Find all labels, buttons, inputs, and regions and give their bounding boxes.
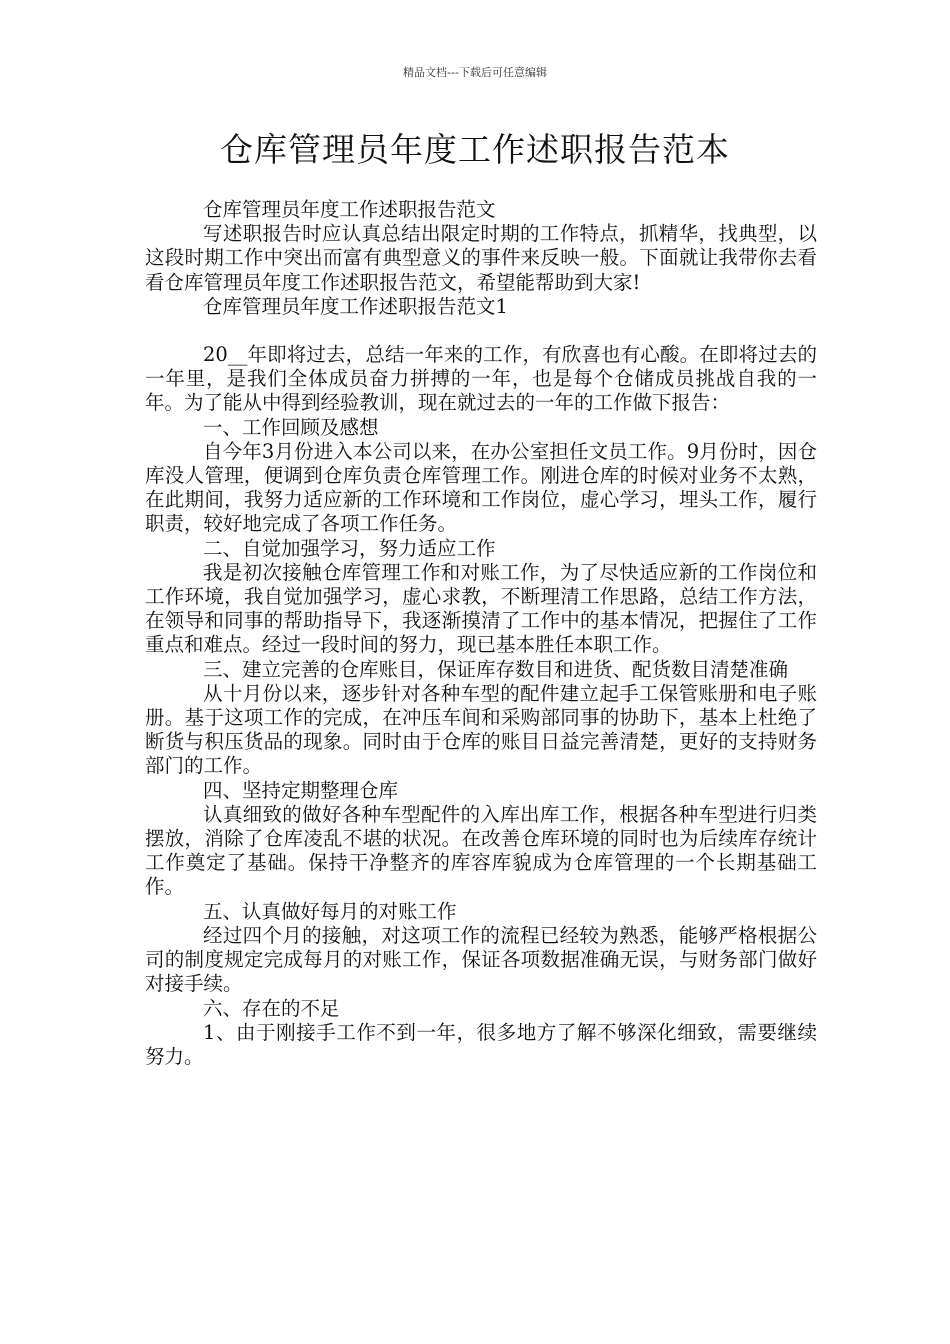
paragraph-1: 自今年3月份进入本公司以来，在办公室担任文员工作。9月份时，因仓库没人管理，便调到仓库负责仓库管理工作。刚进仓库的时候对业务不太熟，在此期间，我努力适应新的工作环境和工作岗位，虚心学习，埋头工作，履行职责，较好地完成了各项工作任务。 (145, 439, 817, 536)
document-body (145, 198, 817, 1069)
paragraph-6: 1、由于刚接手工作不到一年，很多地方了解不够深化细致，需要继续努力。 (145, 1020, 817, 1068)
paragraph-opening: 20__年即将过去，总结一年来的工作，有欣喜也有心酸。在即将过去的一年里，是我们全体成员奋力拼搏的一年，也是每个仓储成员挑战自我的一年。为了能从中得到经验教训，现在就过去的一年的工作做下报告： (145, 343, 817, 415)
heading-5: 五、认真做好每月的对账工作 (203, 899, 457, 923)
paragraph-subtitle: 仓库管理员年度工作述职报告范文 (203, 198, 496, 221)
document-title: 仓库管理员年度工作述职报告范本 (220, 130, 730, 169)
paragraph-3: 从十月份以来，逐步针对各种车型的配件建立起手工保管账册和电子账册。基于这项工作的完成，在冲压车间和采购部同事的协助下，基本上杜绝了断货与积压货品的现象。同时由于仓库的账目日益完善清楚，更好的支持财务部门的工作。 (145, 681, 817, 778)
heading-2: 二、自觉加强学习，努力适应工作 (203, 536, 496, 560)
heading-3: 三、建立完善的仓库账目，保证库存数目和进货、配货数目清楚准确 (203, 657, 789, 681)
heading-4: 四、坚持定期整理仓库 (203, 778, 399, 802)
page-header: 精品文档---下载后可任意编辑 (403, 66, 547, 79)
paragraph-section-heading: 仓库管理员年度工作述职报告范文1 (203, 294, 508, 318)
heading-6: 六、存在的不足 (203, 996, 340, 1020)
paragraph-2: 我是初次接触仓库管理工作和对账工作，为了尽快适应新的工作岗位和工作环境，我自觉加强学习，虚心求教，不断理清工作思路，总结工作方法，在领导和同事的帮助指导下，我逐渐摸清了工作中的基本情况，把握住了工作重点和难点。经过一段时间的努力，现已基本胜任本职工作。 (145, 560, 817, 657)
paragraph-intro: 写述职报告时应认真总结出限定时期的工作特点，抓精华，找典型，以这段时期工作中突出而富有典型意义的事件来反映一般。下面就让我带你去看看仓库管理员年度工作述职报告范文，希望能帮助到大家! (145, 222, 817, 294)
paragraph-5: 经过四个月的接触，对这项工作的流程已经较为熟悉，能够严格根据公司的制度规定完成每月的对账工作，保证各项数据准确无误，与财务部门做好对接手续。 (145, 923, 817, 996)
paragraph-4: 认真细致的做好各种车型配件的入库出库工作，根据各种车型进行归类摆放，消除了仓库凌乱不堪的状况。在改善仓库环境的同时也为后续库存统计工作奠定了基础。保持干净整齐的库容库貌成为仓库管理的一个长期基础工作。 (145, 802, 817, 899)
heading-1: 一、工作回顾及感想 (203, 415, 379, 439)
